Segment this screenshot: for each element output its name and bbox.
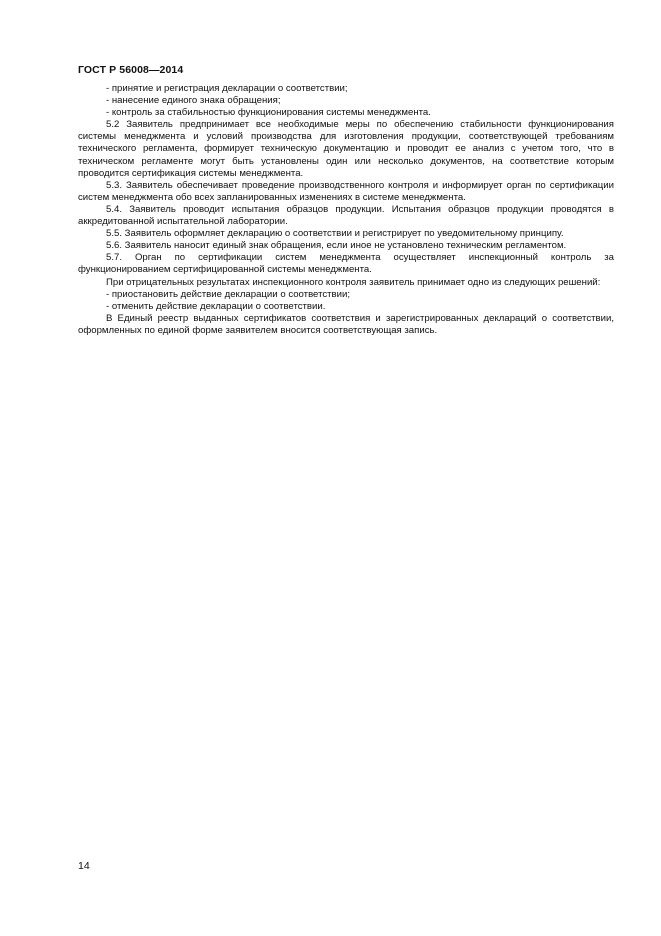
standard-header: ГОСТ Р 56008—2014 [78,64,184,76]
clause-5-6: 5.6. Заявитель наносит единый знак обращения, если иное не установлено техническим регламентом. [106,240,567,252]
clause-5-5: 5.5. Заявитель оформляет декларацию о соответствии и регистрирует по уведомительному принципу. [106,228,564,240]
clause-5-3: 5.3. Заявитель обеспечивает проведение производственного контроля и информирует орган по сертификации систем менеджмента обо всех запланированных изменениях в системе менеджмента. [78,179,614,203]
list-item-registration: - принятие и регистрация декларации о соответствии; [106,83,348,94]
document-body [78,83,614,337]
negative-results-paragraph: При отрицательных результатах инспекционного контроля заявитель принимает одно из следующих решений: [106,276,601,288]
page-number: 14 [78,860,90,872]
list-item-control: - контроль за стабильностью функционирования системы менеджмента. [106,107,431,119]
clause-5-2: 5.2 Заявитель предпринимает все необходимые меры по обеспечению стабильности функционирования системы менеджмента и условий производства для изготовления продукции, соответствующей требованиям технического регламента, формирует техническую документацию и проводит ее анализ с учетом того, что в техническом регламенте могут быть установлены один или несколько документов, на соответствие которым проводится сертификация системы менеджмента. [78,119,614,179]
list-item-marking: - нанесение единого знака обращения; [106,95,281,107]
list-item-cancel: - отменить действие декларации о соответствии. [106,300,326,312]
registry-paragraph: В Единый реестр выданных сертификатов соответствия и зарегистрированных деклараций о соответствии, оформленных по единой форме заявителем вносится соответствующая запись. [78,312,614,336]
list-item-suspend: - приостановить действие декларации о соответствии; [106,288,351,300]
clause-5-4: 5.4. Заявитель проводит испытания образцов продукции. Испытания образцов продукции проводятся в аккредитованной испытательной лаборатории. [78,203,614,228]
clause-5-7: 5.7. Орган по сертификации систем менеджмента осуществляет инспекционный контроль за функционированием сертифицированной системы менеджмента. [78,252,614,276]
